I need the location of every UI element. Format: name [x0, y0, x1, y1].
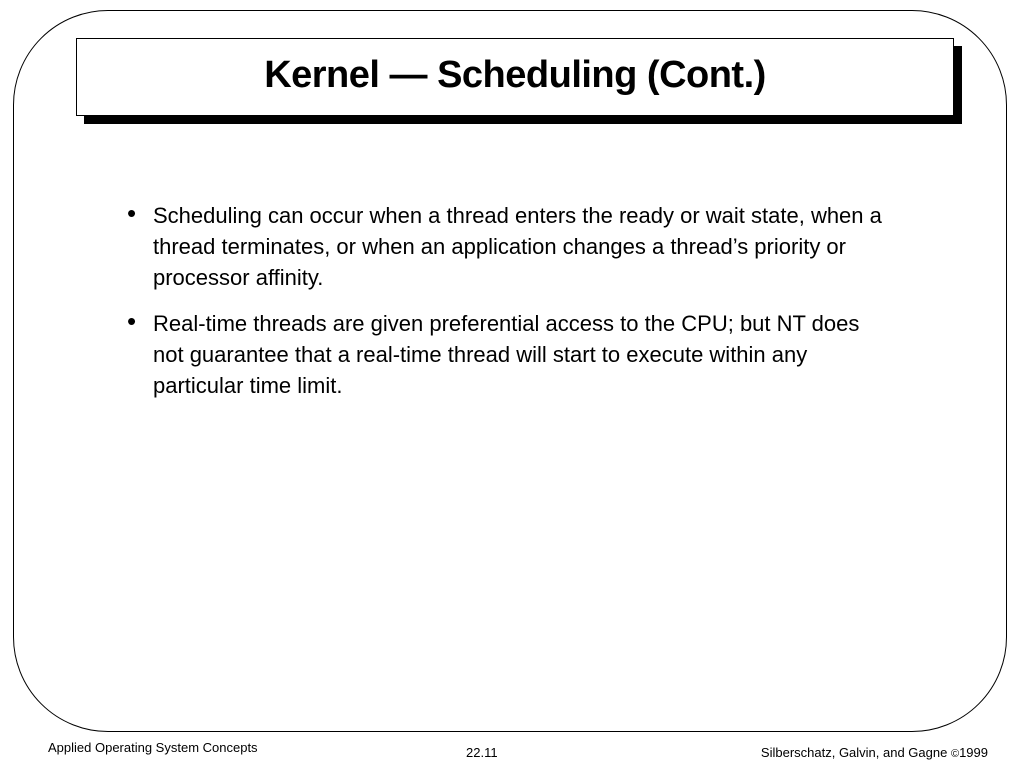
bullet-text: Real-time threads are given preferential access to the CPU; but NT does not guarantee that a real-time thread will start to execute within any particular time limit. [153, 311, 860, 398]
footer-year: 1999 [959, 745, 988, 760]
footer-authors: Silberschatz, Galvin, and Gagne [760, 745, 948, 760]
copyright-icon: © [950, 748, 960, 760]
footer-course-title: Applied Operating System Concepts [48, 740, 258, 755]
bullet-item [125, 308, 885, 401]
footer-page-number: 22.11 [466, 745, 498, 760]
bullet-dot-icon: • [127, 198, 137, 228]
bullet-list [125, 200, 885, 416]
bullet-dot-icon: • [127, 306, 137, 336]
slide-title: Kernel — Scheduling (Cont.) [264, 54, 766, 96]
title-box [76, 38, 954, 116]
footer-copyright [761, 745, 988, 760]
bullet-text: Scheduling can occur when a thread enters the ready or wait state, when a thread terminates, or when an application changes a thread’s priority or processor affinity. [153, 203, 882, 290]
bullet-item [125, 200, 885, 293]
